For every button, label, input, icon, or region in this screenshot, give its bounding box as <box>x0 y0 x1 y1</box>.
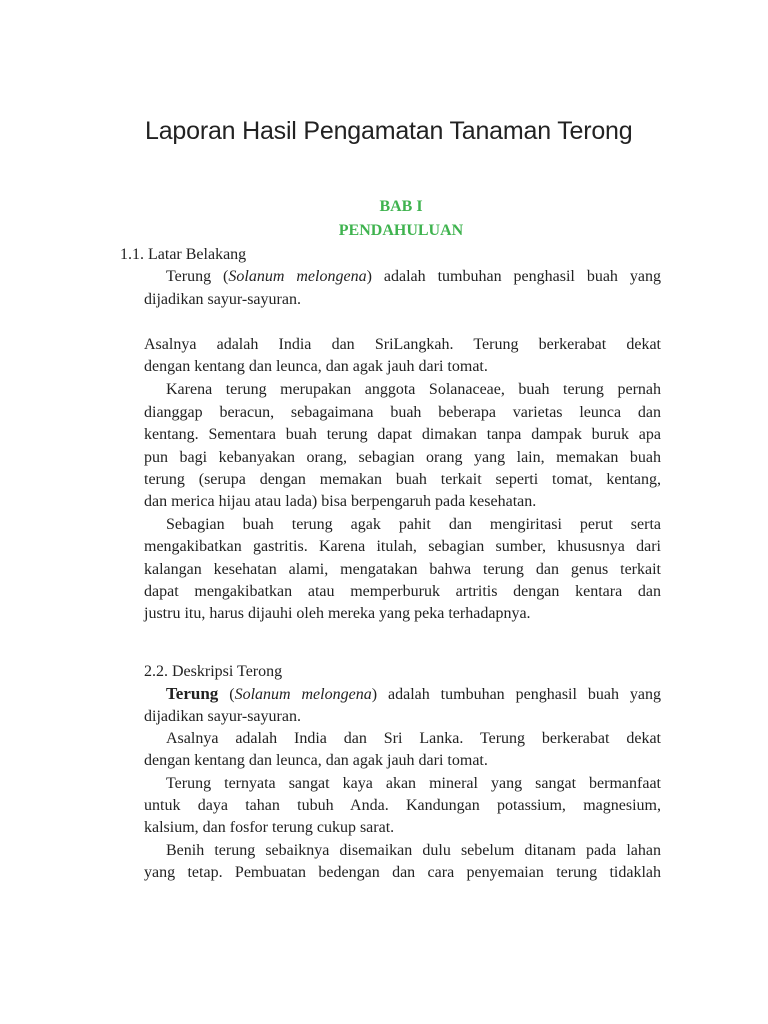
paragraph-line: kentang. Sementara buah terung dapat dimakan tanpa dampak buruk apa <box>144 426 661 443</box>
paragraph-line: dengan kentang dan leunca, dan agak jauh dari tomat. <box>144 752 488 769</box>
chapter-name: PENDAHULUAN <box>338 222 464 239</box>
paragraph-line: Terung ternyata sangat kaya akan mineral yang sangat bermanfaat <box>166 775 661 792</box>
chapter-number: BAB I <box>379 198 423 215</box>
paragraph-line: dijadikan sayur-sayuran. <box>144 708 301 725</box>
paragraph-line: Asalnya adalah India dan SriLangkah. Terung berkerabat dekat <box>144 336 661 353</box>
paragraph-line: justru itu, harus dijauhi oleh mereka yang peka terhadapnya. <box>144 605 531 622</box>
paragraph-line: terung (serupa dengan memakan buah terkait seperti tomat, kentang, <box>144 471 661 488</box>
section-heading-deskripsi-terong: 2.2. Deskripsi Terong <box>144 663 283 680</box>
paragraph-line: pun bagi kebanyakan orang, sebagian orang yang lain, memakan buah <box>144 449 661 466</box>
document-title: Laporan Hasil Pengamatan Tanaman Terong <box>145 117 633 145</box>
paragraph-line: kalsium, dan fosfor terung cukup sarat. <box>144 819 395 836</box>
paragraph-line: dengan kentang dan leunca, dan agak jauh dari tomat. <box>144 358 488 375</box>
paragraph-line: Terung (Solanum melongena) adalah tumbuhan penghasil buah yang <box>166 684 661 703</box>
paragraph-line: Karena terung merupakan anggota Solanaceae, buah terung pernah <box>166 381 661 398</box>
paragraph-line: dianggap beracun, sebagaimana buah beberapa varietas leunca dan <box>144 404 661 421</box>
paragraph-line: untuk daya tahan tubuh Anda. Kandungan potassium, magnesium, <box>144 797 661 814</box>
paragraph-line: yang tetap. Pembuatan bedengan dan cara penyemaian terung tidaklah <box>144 864 661 881</box>
paragraph-line: dapat mengakibatkan atau memperburuk artritis dengan kentara dan <box>144 583 661 600</box>
paragraph-line: dijadikan sayur-sayuran. <box>144 291 301 308</box>
paragraph-line: kalangan kesehatan alami, mengatakan bahwa terung dan genus terkait <box>144 561 661 578</box>
paragraph-line: Terung (Solanum melongena) adalah tumbuhan penghasil buah yang <box>166 268 661 285</box>
paragraph-line: Asalnya adalah India dan Sri Lanka. Terung berkerabat dekat <box>166 730 661 747</box>
paragraph-line: dan merica hijau atau lada) bisa berpengaruh pada kesehatan. <box>144 493 537 510</box>
paragraph-line: Sebagian buah terung agak pahit dan mengiritasi perut serta <box>166 516 661 533</box>
section-heading-latar-belakang: 1.1. Latar Belakang <box>120 246 247 263</box>
paragraph-line: Benih terung sebaiknya disemaikan dulu sebelum ditanam pada lahan <box>166 842 661 859</box>
paragraph-line: mengakibatkan gastritis. Karena itulah, sebagian sumber, khususnya dari <box>144 538 661 555</box>
